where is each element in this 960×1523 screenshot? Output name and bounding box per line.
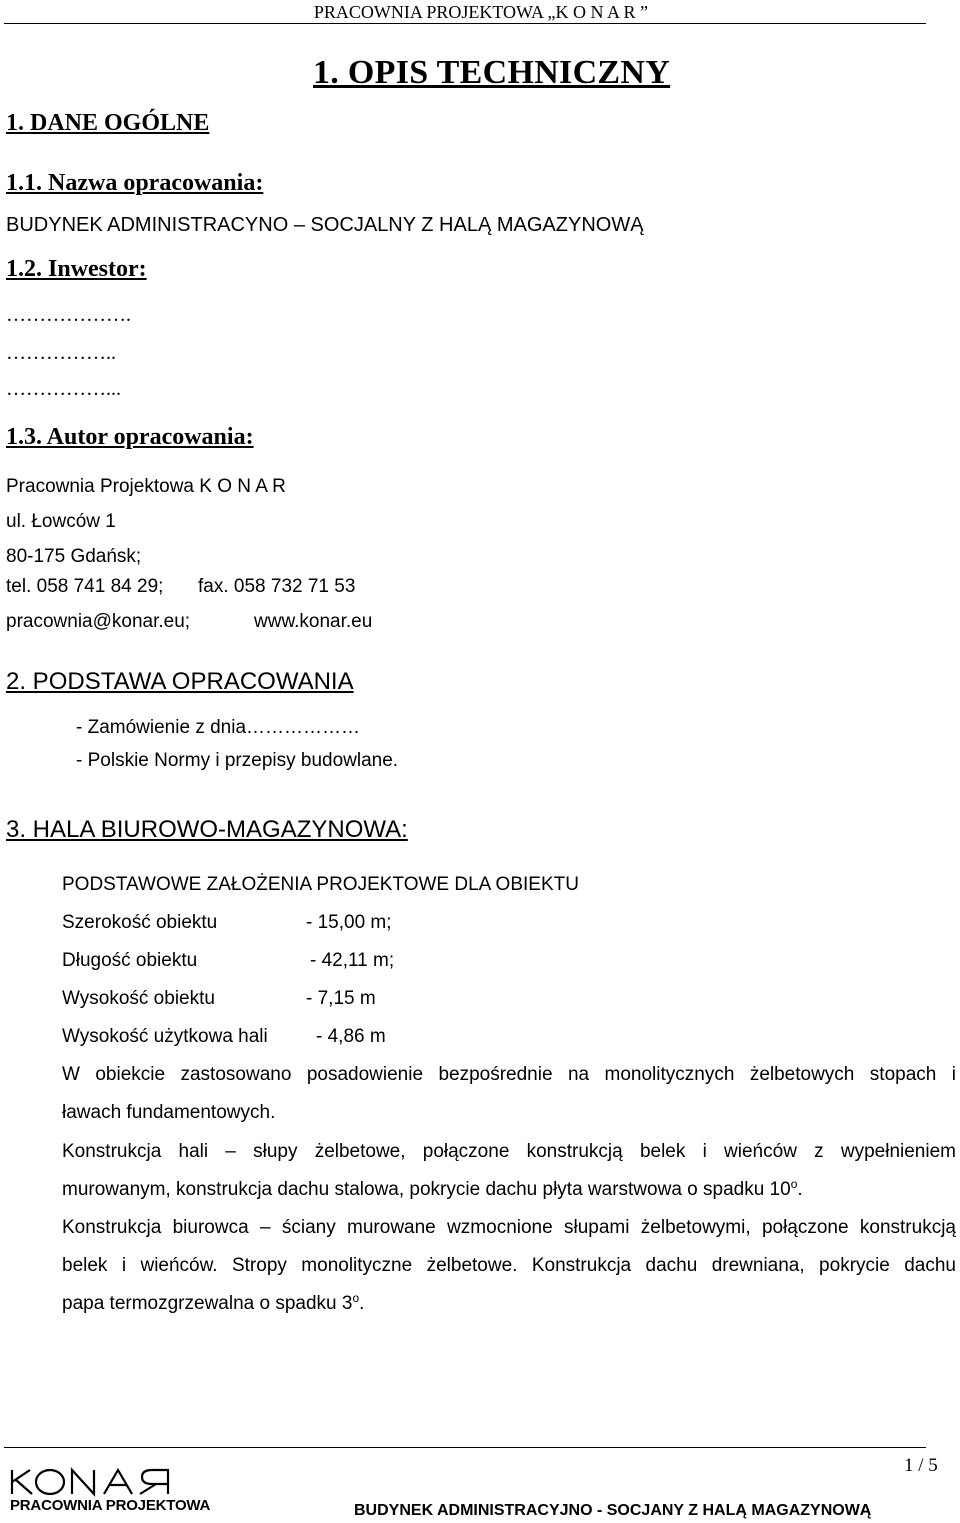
param-value-height: - 7,15 m (306, 988, 376, 1009)
foundation-paragraph-line-2: ławach fundamentowych. (62, 1102, 276, 1123)
office-structure-line-2: belek i wieńców. Stropy monolityczne żelbetowe. Konstrukcja dachu drewniana, pokrycie dachu (62, 1255, 956, 1276)
section-1-2-heading: 1.2. Inwestor: (6, 256, 147, 282)
author-website[interactable]: www.konar.eu (254, 611, 373, 632)
foundation-paragraph-line-1: W obiekcie zastosowano posadowienie bezpośrednie na monolitycznych żelbetowych stopach i (62, 1064, 956, 1085)
office-structure-line-1: Konstrukcja biurowca – ściany murowane wzmocnione słupami żelbetowymi, połączone konstrukcją (62, 1217, 956, 1238)
section-1-1-heading: 1.1. Nazwa opracowania: (6, 170, 264, 196)
basis-item-2: - Polskie Normy i przepisy budowlane. (76, 750, 399, 771)
param-label-width: Szerokość obiektu (62, 912, 218, 933)
section-2-heading: 2. PODSTAWA OPRACOWANIA (6, 668, 354, 695)
author-street: ul. Łowców 1 (6, 511, 116, 532)
footer-divider (4, 1447, 926, 1448)
param-label-height: Wysokość obiektu (62, 988, 215, 1009)
hall-structure-line-2: murowanym, konstrukcja dachu stalowa, pokrycie dachu płyta warstwowa o spadku 10$^o$. (62, 1177, 803, 1200)
hall-structure-line-1: Konstrukcja hali – słupy żelbetowe, połączone konstrukcją belek i wieńców z wypełnieniem (62, 1141, 956, 1162)
logo-subtitle: PRACOWNIA PROJEKTOWA (10, 1497, 211, 1514)
author-city: 80-175 Gdańsk; (6, 546, 142, 567)
basis-item-1: - Zamówienie z dnia……………… (76, 717, 361, 738)
document-title: 1. OPIS TECHNICZNY (313, 54, 671, 91)
footer-title: BUDYNEK ADMINISTRACYJNO - SOCJANY Z HALĄ MAGAZYNOWĄ (354, 1502, 872, 1519)
investor-line-3: ……………... (6, 378, 121, 400)
investor-line-1: ………………. (6, 304, 131, 326)
author-fax: fax. 058 732 71 53 (198, 576, 356, 597)
project-name: BUDYNEK ADMINISTRACYNO – SOCJALNY Z HALĄ MAGAZYNOWĄ (6, 214, 644, 236)
investor-line-2: …………….. (6, 342, 116, 364)
design-assumptions-heading: PODSTAWOWE ZAŁOŻENIA PROJEKTOWE DLA OBIEKTU (62, 874, 579, 895)
param-value-length: - 42,11 m; (310, 950, 395, 971)
section-1-heading: 1. DANE OGÓLNE (6, 110, 210, 136)
header-title: PRACOWNIA PROJEKTOWA „K O N A R ” (313, 2, 648, 22)
param-value-usable-height: - 4,86 m (316, 1026, 386, 1047)
office-structure-line-3: papa termozgrzewalna o spadku 3$^o$. (62, 1291, 365, 1314)
section-1-3-heading: 1.3. Autor opracowania: (6, 424, 254, 450)
page-number: 1 / 5 (904, 1455, 938, 1476)
author-email[interactable]: pracownia@konar.eu; (6, 611, 191, 632)
author-name: Pracownia Projektowa K O N A R (6, 476, 286, 497)
header-divider (4, 23, 926, 24)
section-3-heading: 3. HALA BIUROWO-MAGAZYNOWA: (6, 816, 408, 843)
author-phone: tel. 058 741 84 29; (6, 576, 164, 597)
param-label-usable-height: Wysokość użytkowa hali (62, 1026, 268, 1047)
param-label-length: Długość obiektu (62, 950, 198, 971)
param-value-width: - 15,00 m; (306, 912, 392, 933)
